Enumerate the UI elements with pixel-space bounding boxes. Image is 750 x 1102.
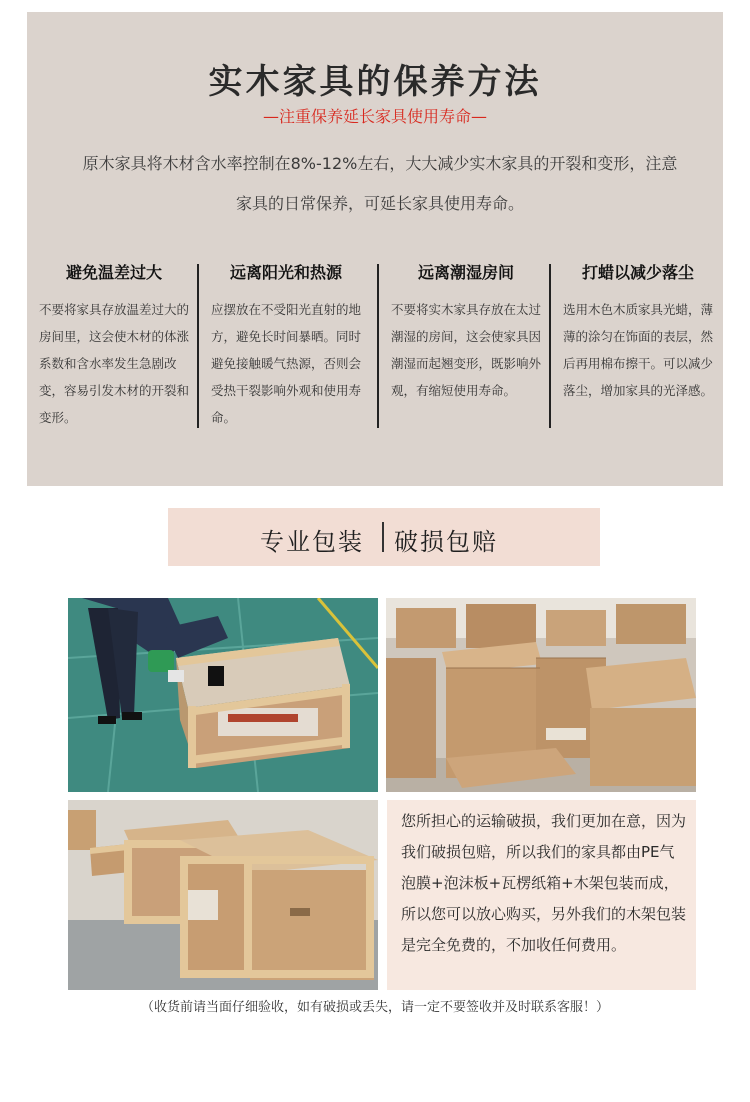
tip-sunlight xyxy=(203,258,369,438)
care-intro: 原木家具将木材含水率控制在8%-12%左右，大大减少实木家具的开裂和变形，注意家具的日常保养，可延长家具使用寿命。 xyxy=(82,154,678,213)
tip-body: 选用木色木质家具光蜡，薄薄的涂匀在饰面的表层，然后再用棉布擦干。可以减少落尘，增加家具的光泽感。 xyxy=(563,302,714,398)
tip-title: 避免温差过大 xyxy=(65,263,162,282)
inspection-notice: （收货前请当面仔细验收，如有破损或丢失，请一定不要签收并及时联系客服！） xyxy=(140,1000,609,1015)
tip-title: 远离阳光和热源 xyxy=(229,263,342,282)
care-tips xyxy=(27,258,723,438)
care-subtitle: —注重保养延长家具使用寿命— xyxy=(262,107,487,126)
tip-body: 应摆放在不受阳光直射的地方，避免长时间暴晒。同时避免接触暖气热源，否则会受热干裂影响外观和使用寿命。 xyxy=(211,302,362,425)
care-title: 实木家具的保养方法 xyxy=(208,62,542,102)
care-panel xyxy=(27,12,723,486)
banner-label-guarantee: 破损包赔 xyxy=(394,528,498,556)
tip-divider xyxy=(197,264,199,428)
banner-label-packaging: 专业包装 xyxy=(260,528,364,556)
tip-body: 不要将家具存放温差过大的房间里，这会使木材的体涨系数和含水率发生急剧改变，容易引发木材的开裂和变形。 xyxy=(39,302,190,425)
tip-title: 远离潮湿房间 xyxy=(417,263,514,282)
tip-waxing xyxy=(555,258,721,438)
packaging-banner xyxy=(168,508,600,566)
tip-temperature xyxy=(31,258,197,438)
guarantee-box xyxy=(387,800,696,990)
tip-body: 不要将实木家具存放在太过潮湿的房间，这会使家具因潮湿而起翘变形，既影响外观，有缩短使用寿命。 xyxy=(391,302,542,398)
photo-wooden-crates xyxy=(68,800,378,990)
guarantee-text: 您所担心的运输破损，我们更加在意，因为我们破损包赔，所以我们的家具都由PE气泡膜+泡沫板+瓦楞纸箱+木架包装而成，所以您可以放心购买，另外我们的木架包装是完全免费的，不加收任何费用。 xyxy=(401,812,687,954)
tip-humidity xyxy=(383,258,549,438)
banner-separator xyxy=(382,522,384,552)
tip-title: 打蜡以减少落尘 xyxy=(581,263,694,282)
tip-divider xyxy=(377,264,379,428)
tip-divider xyxy=(549,264,551,428)
photo-warehouse-boxes xyxy=(386,598,696,792)
photo-worker-crating xyxy=(68,598,378,792)
